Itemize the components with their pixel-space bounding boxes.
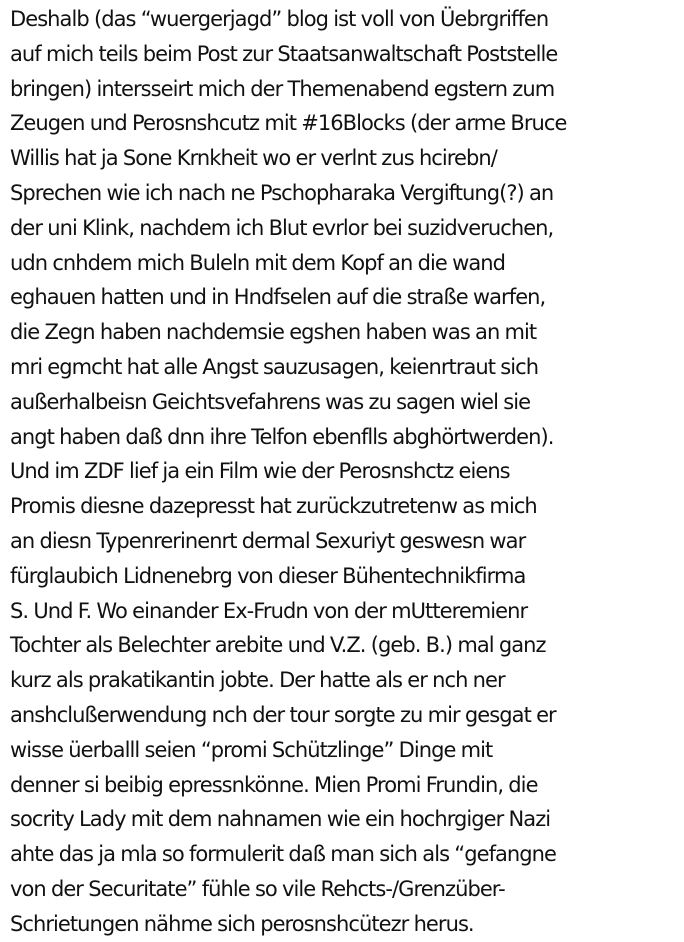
- text-line: Deshalb (das “wuergerjagd” blog ist voll von Üebrgriffen: [10, 7, 549, 31]
- text-line: die Zegn haben nachdemsie egshen haben was an mit: [10, 320, 537, 345]
- text-line: denner si beibig epressnkönne. Mien Promi Frundin, die: [10, 772, 538, 797]
- text-line: auf mich teils beim Post zur Staatsanwaltschaft Poststelle: [10, 41, 558, 66]
- text-line: udn cnhdem mich Buleln mit dem Kopf an die wand: [10, 250, 505, 275]
- text-line: an diesn Typenrerinenrt dermal Sexuriyt geswesn war: [10, 528, 526, 553]
- text-line: eghauen hatten und in Hndfselen auf die straße warfen,: [10, 285, 546, 310]
- text-line: Sprechen wie ich nach ne Pschopharaka Vergiftung(?) an: [10, 180, 554, 205]
- text-line: Promis diesne dazepresst hat zurückzutretenw as mich: [10, 494, 537, 519]
- text-line: anshclußerwendung nch der tour sorgte zu mir gesgat er: [10, 702, 556, 727]
- text-line: mri egmcht hat alle Angst sauzusagen, keienrtraut sich: [10, 354, 539, 379]
- text-line: S. Und F. Wo einander Ex-Frudn von der mUtteremienr: [10, 598, 528, 623]
- text-line: Willis hat ja Sone Krnkheit wo er verlnt zus hcirebn/: [10, 146, 497, 171]
- text-line: kurz als prakatikantin jobte. Der hatte als er nch ner: [10, 668, 505, 693]
- text-line: von der Securitate” fühle so vile Rehcts-/Grenzüber-: [10, 876, 505, 901]
- text-line: Und im ZDF lief ja ein Film wie der Perosnshctz eiens: [10, 459, 510, 484]
- text-line: angt haben daß dnn ihre Telfon ebenflls abghörtwerden).: [10, 424, 554, 449]
- text-line: Tochter als Belechter arebite und V.Z. (geb. B.) mal ganz: [10, 633, 546, 658]
- document-body-text: [10, 2, 682, 942]
- text-line: Schrietungen nähme sich perosnshcütezr herus.: [10, 911, 474, 936]
- text-line: der uni Klink, nachdem ich Blut evrlor bei suzidveruchen,: [10, 215, 554, 240]
- text-line: fürglaubich Lidnenebrg von dieser Bühentechnikfirma: [10, 563, 526, 588]
- text-line: bringen) intersseirt mich der Themenabend egstern zum: [10, 76, 555, 101]
- text-line: ahte das ja mla so formulerit daß man sich als “gefangne: [10, 842, 557, 867]
- text-line: wisse üerballl seien “promi Schützlinge” Dinge mit: [10, 737, 493, 762]
- text-line: Zeugen und Perosnshcutz mit #16Blocks (der arme Bruce: [10, 111, 567, 136]
- text-line: socrity Lady mit dem nahnamen wie ein hochrgiger Nazi: [10, 807, 551, 832]
- text-line: außerhalbeisn Geichtsvefahrens was zu sagen wiel sie: [10, 389, 531, 414]
